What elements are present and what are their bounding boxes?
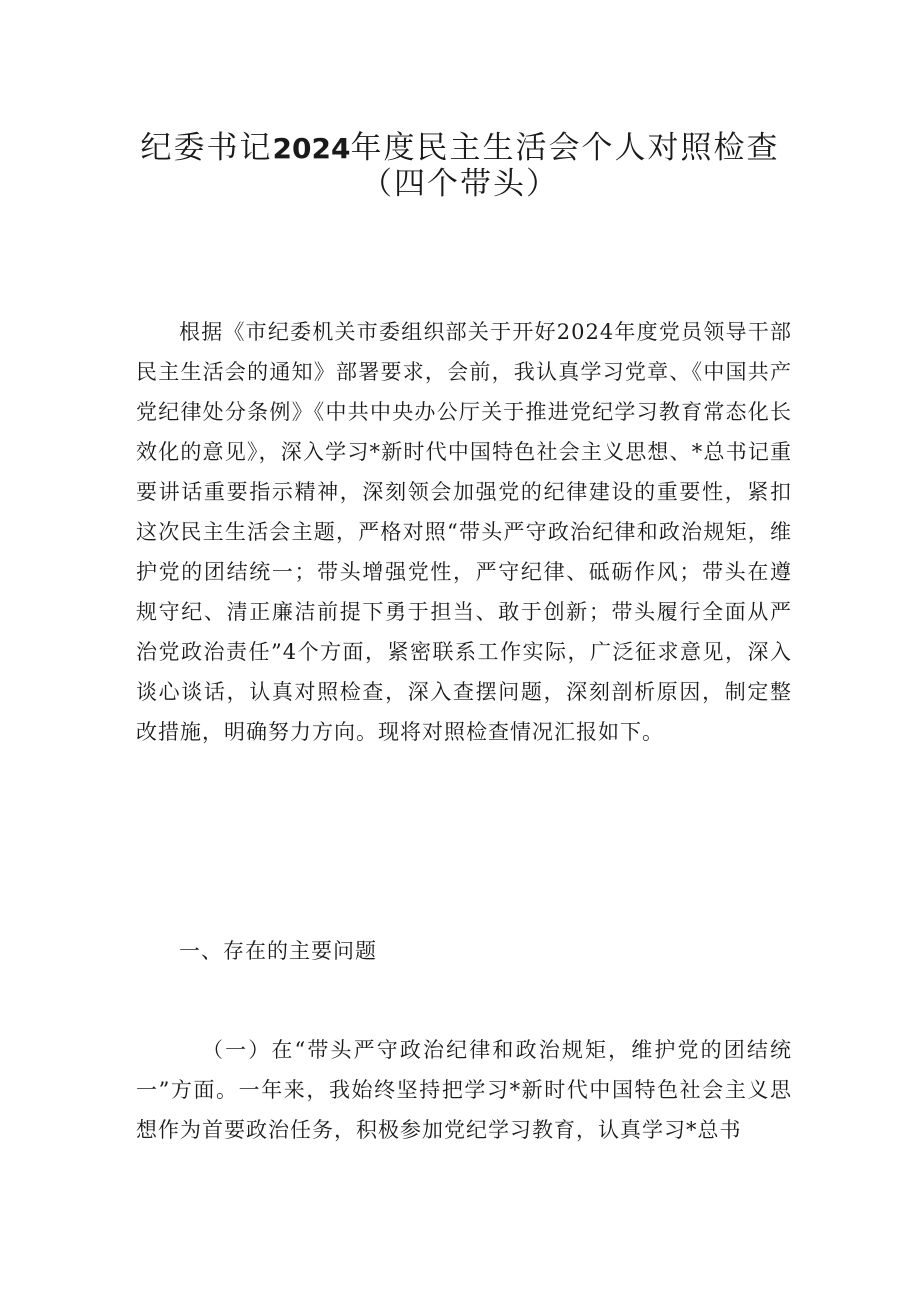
title-suffix: 年度民主生活会个人对照检查 — [350, 130, 780, 166]
section-heading: 一、存在的主要问题 — [179, 939, 377, 963]
document-subtitle: （四个带头） — [361, 166, 559, 202]
title-year: 2024 — [272, 132, 351, 165]
intro-paragraph: 根据《市纪委机关市委组织部关于开好2024年度党员领导干部民主生活会的通知》部署要求，会前，我认真学习党章、《中国共产党纪律处分条例》《中共中央办公厅关于推进党纪学习教育常态化长效化的意见》，深入学习*新时代中国特色社会主义思想、*总书记重要讲话重要指示精神，深刻领会加强党的纪律建设的重要性，紧扣这次民主生活会主题，严格对照“带头严守政治纪律和政治规矩，维护党的团结统一；带头增强党性，严守纪律、砥砺作风；带头在遵规守纪、清正廉洁前提下勇于担当、敢于创新；带头履行全面从严治党政治责任”4个方面，紧密联系工作实际，广泛征求意见，深入谈心谈话，认真对照检查，深入查摆问题，深刻剖析原因，制定整改措施，明确努力方向。现将对照检查情况汇报如下。 — [136, 320, 792, 744]
title-prefix: 纪委书记 — [140, 130, 273, 166]
section-paragraph: （一）在“带头严守政治纪律和政治规矩，维护党的团结统一”方面。一年来，我始终坚持把学习*新时代中国特色社会主义思想作为首要政治任务，积极参加党纪学习教育，认真学习*总书 — [136, 1038, 792, 1142]
